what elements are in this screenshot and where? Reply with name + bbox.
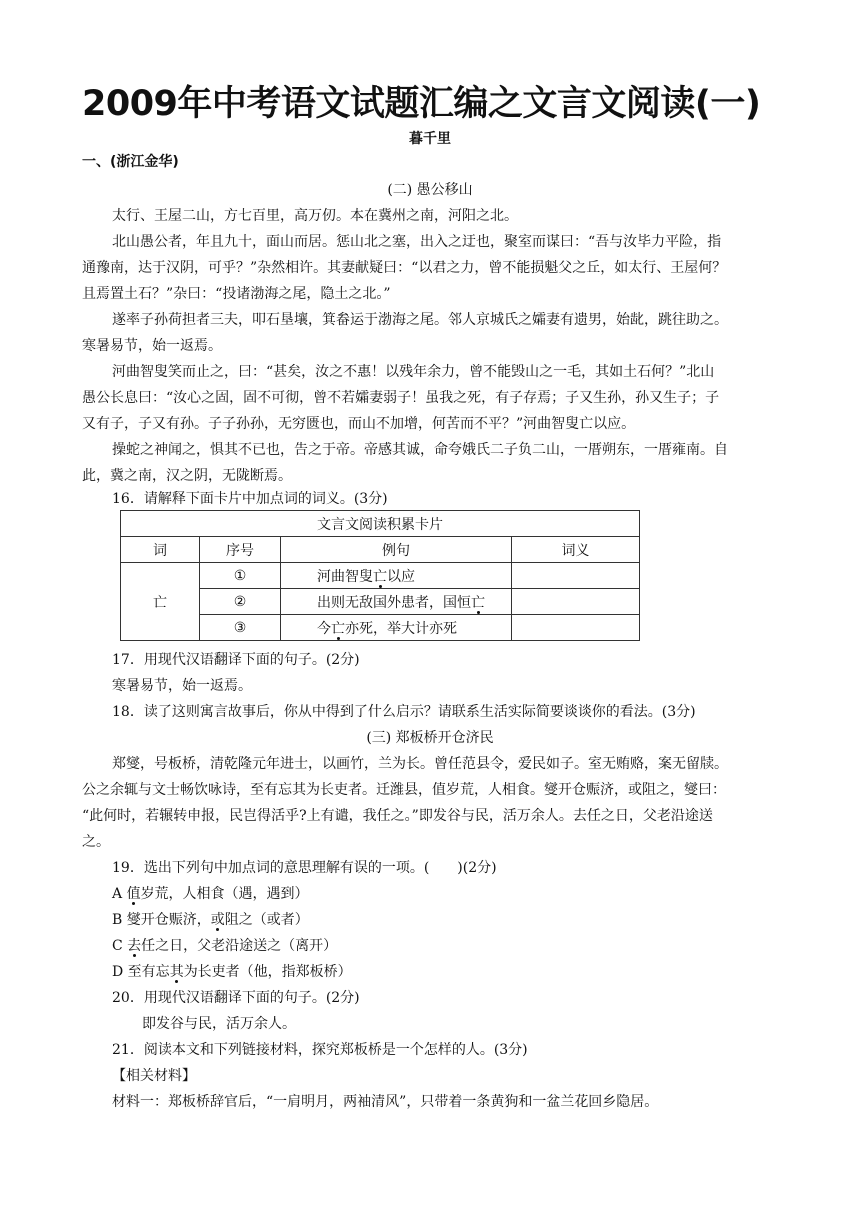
row-number: ③	[200, 615, 281, 641]
dotted-word: 值	[126, 886, 141, 902]
example-sentence: 河曲智叟亡以应	[281, 563, 512, 589]
question-20-sentence: 即发谷与民，活万余人。	[142, 1016, 296, 1032]
option-b: B 燮开仓赈济，或阻之（或者）	[112, 912, 309, 928]
dotted-word: 其	[169, 964, 184, 980]
material-heading: 【相关材料】	[112, 1068, 196, 1084]
author-name: 暮千里	[409, 131, 451, 147]
passage-line: “此何时，若辗转申报，民岂得活乎?上有谴，我任之。”即发谷与民，活万余人。去任之日，父老沿途送	[82, 808, 713, 824]
passage-line: 公之余辄与文士畅饮咏诗，至有忘其为长吏者。迁潍县，值岁荒，人相食。燮开仓赈济，或阻之，燮曰：	[82, 782, 726, 798]
passage-line: 之。	[82, 834, 110, 850]
passage-line: 河曲智叟笑而止之，曰：“甚矣，汝之不惠！以残年余力，曾不能毁山之一毛，其如土石何？”北山	[112, 364, 715, 380]
passage-line: 操蛇之神闻之，惧其不已也，告之于帝。帝感其诚，命夸娥氏二子负二山，一厝朔东，一厝雍南。自	[112, 442, 728, 458]
card-title: 文言文阅读积累卡片	[121, 511, 640, 537]
dotted-word: 亡	[331, 620, 345, 637]
passage-line: 太行、王屋二山，方七百里，高万仞。本在冀州之南，河阳之北。	[112, 208, 518, 224]
question-18: 18．读了这则寓言故事后，你从中得到了什么启示？请联系生活实际简要谈谈你的看法。(3分)	[112, 704, 696, 720]
question-17: 17．用现代汉语翻译下面的句子。(2分)	[112, 652, 360, 668]
meaning-blank	[512, 563, 640, 589]
row-number: ①	[200, 563, 281, 589]
passage-line: 又有子，子又有孙。子子孙孙，无穷匮也，而山不加增，何苦而不平？”河曲智叟亡以应。	[82, 416, 636, 432]
header-meaning: 词义	[512, 537, 640, 563]
question-19: 19．选出下列句中加点词的意思理解有误的一项。( )(2分)	[112, 860, 497, 876]
header-number: 序号	[200, 537, 281, 563]
passage-line: 愚公长息曰：“汝心之固，固不可彻，曾不若孀妻弱子！虽我之死，有子存焉；子又生孙，孙又生子；子	[82, 390, 720, 406]
dotted-word: 去	[127, 938, 142, 954]
dotted-word: 亡	[373, 568, 387, 585]
material-one: 材料一：郑板桥辞官后，“一肩明月，两袖清风”，只带着一条黄狗和一盆兰花回乡隐居。	[112, 1094, 659, 1110]
passage-line: 北山愚公者，年且九十，面山而居。惩山北之塞，出入之迂也，聚室而谋曰：“吾与汝毕力平险，指	[112, 234, 722, 250]
header-example: 例句	[281, 537, 512, 563]
passage-line: 此，冀之南，汉之阴，无陇断焉。	[82, 468, 292, 484]
vocabulary-card-table	[120, 510, 640, 641]
passage-line: 寒暑易节，始一返焉。	[82, 338, 222, 354]
passage-line: 且焉置土石？”杂曰：“投诸渤海之尾，隐土之北。”	[82, 286, 391, 302]
passage-title-zhengbanqiao: (三) 郑板桥开仓济民	[366, 730, 494, 746]
example-sentence: 出则无敌国外患者，国恒亡	[281, 589, 512, 615]
dotted-word: 亡	[471, 594, 485, 611]
option-a: A 值岁荒，人相食（遇，遇到）	[112, 886, 309, 902]
passage-line: 遂率子孙荷担者三夫，叩石垦壤，箕畚运于渤海之尾。邻人京城氏之孀妻有遗男，始龀，跳往助之。	[112, 312, 728, 328]
question-20: 20．用现代汉语翻译下面的句子。(2分)	[112, 990, 360, 1006]
option-d: D 至有忘其为长吏者（他，指郑板桥）	[112, 964, 352, 980]
example-sentence: 今亡亦死，举大计亦死	[281, 615, 512, 641]
question-21: 21．阅读本文和下列链接材料，探究郑板桥是一个怎样的人。(3分)	[112, 1042, 528, 1058]
section-heading: 一、(浙江金华)	[82, 154, 179, 170]
passage-line: 郑燮，号板桥，清乾隆元年进士，以画竹，兰为长。曾任范县令，爱民如子。室无贿赂，案无留牍。	[112, 756, 728, 772]
meaning-blank	[512, 615, 640, 641]
passage-line: 通豫南，达于汉阴，可乎？”杂然相许。其妻献疑曰：“以君之力，曾不能损魁父之丘，如太行、王屋何？	[82, 260, 727, 276]
dotted-word: 或	[210, 912, 225, 928]
passage-title-yugong: (二) 愚公移山	[387, 182, 473, 198]
document-title: 2009年中考语文试题汇编之文言文阅读(一)	[82, 84, 761, 124]
card-word: 亡	[121, 563, 200, 641]
question-17-sentence: 寒暑易节，始一返焉。	[112, 678, 252, 694]
question-16: 16．请解释下面卡片中加点词的词义。(3分)	[112, 491, 388, 507]
header-word: 词	[121, 537, 200, 563]
row-number: ②	[200, 589, 281, 615]
option-c: C 去任之日，父老沿途送之（离开）	[112, 938, 338, 954]
meaning-blank	[512, 589, 640, 615]
